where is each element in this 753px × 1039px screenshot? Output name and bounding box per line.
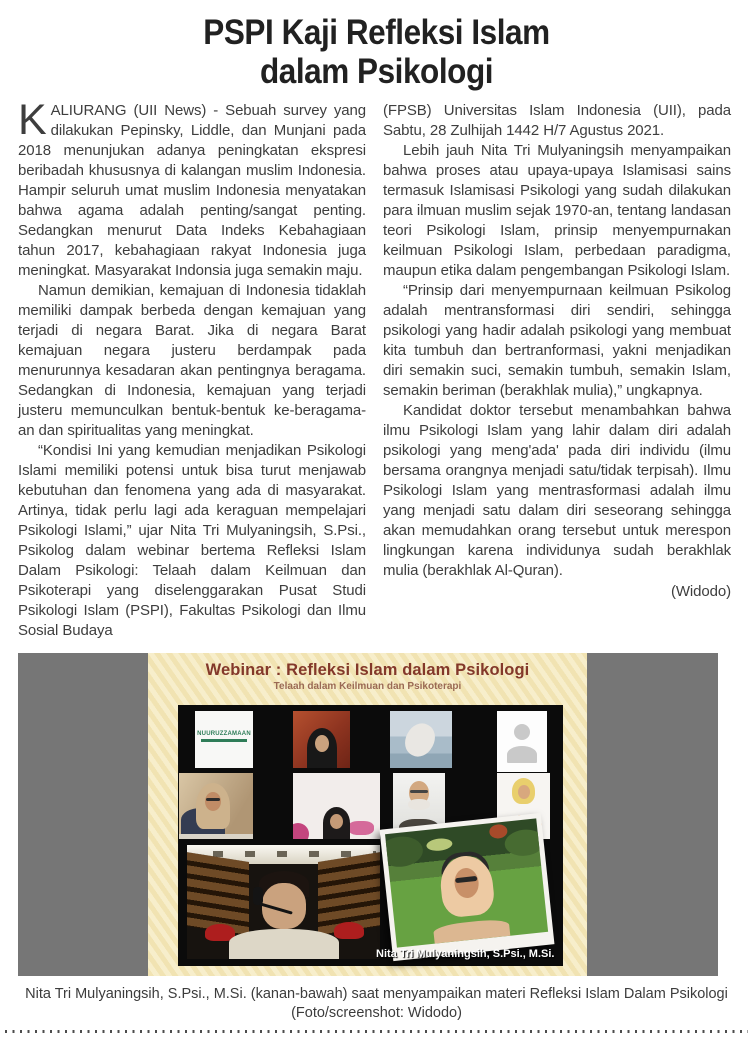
article-title-line2: dalam Psikologi	[259, 52, 494, 91]
webinar-photo	[18, 653, 718, 976]
video-tile-participant-room	[293, 773, 380, 839]
logo-text: NUURUZZAMAAN	[197, 731, 251, 737]
room-accent-shape	[293, 823, 309, 839]
paragraph-lead	[18, 96, 366, 281]
library-red-chair	[334, 922, 364, 939]
foliage-highlight-shape	[426, 837, 453, 852]
speaker-name-label: Nita Tri Mulyaningsih, S.Psi., M.Si.	[376, 948, 555, 960]
bottom-dotted-divider	[5, 1030, 748, 1033]
speaker-body-shape	[433, 918, 510, 944]
participant-face-shape	[315, 735, 329, 752]
participant-figure-shape	[400, 718, 441, 761]
room-accent-shape	[348, 821, 374, 835]
paragraph-lead-text: ALIURANG (UII News) - Sebuah survey yang dilakukan Pepinsky, Liddle, dan Munjani pada 2018 menunjukan adanya peningkatan ekspresi beribadah khususnya di kalangan muslim Indonesia. Hampir seluruh umat muslim Indonesia menyatakan bahwa agama adalah penting/sangat penting. Sedangkan menurut Data Indeks Kebahagiaan tahun 2017, kebahagiaan rakyat Indonesia juga meningkat. Masyarakat Indonsia juga semakin maju.	[18, 102, 366, 279]
article-column-right	[383, 101, 731, 641]
paragraph: Lebih jauh Nita Tri Mulyaningsih menyampaikan bahwa proses atau upaya-upaya Islamisasi sains termasuk Islamisasi Psikologi yang sudah dilakukan para ilmuan muslim sejak 1970-an, tentang landasan teori Psikologi Islam, prinsip menyempurnakan keilmuan Psikologi Islam, perbedaan paradigma, maupun etika dalam pengembangan Psikologi Islam.	[383, 142, 731, 279]
photo-letterbox-right	[587, 653, 718, 976]
video-call-grid	[178, 705, 563, 966]
webinar-slide	[148, 653, 587, 976]
video-tile-participant-outdoor	[390, 711, 452, 768]
video-tile-participant-tan-hijab	[179, 773, 253, 839]
participant-face-shape	[330, 814, 343, 829]
speaker-framed-photo	[380, 813, 555, 961]
logo-underline-bar	[201, 739, 247, 742]
participant-face-shape	[518, 785, 530, 799]
photo-caption	[6, 985, 747, 1023]
video-tile-logo	[195, 711, 253, 768]
flower-shape	[489, 824, 508, 840]
bush-shape	[385, 834, 424, 868]
drop-cap: K	[18, 96, 47, 144]
webinar-slide-subtitle: Telaah dalam Keilmuan dan Psikoterapi	[273, 681, 462, 692]
caption-line2: (Foto/screenshot: Widodo)	[291, 1005, 462, 1021]
participant-hijab-shape	[307, 728, 337, 768]
glasses-shape	[410, 790, 428, 793]
speaker-face-shape	[453, 867, 480, 899]
avatar-placeholder-body	[507, 746, 537, 763]
video-tile-participant-dark-hijab	[293, 711, 350, 768]
participant-hijab-shape	[323, 807, 350, 839]
article-body	[0, 96, 753, 641]
author-byline: (Widodo)	[670, 583, 731, 600]
paragraph: Kandidat doktor tersebut menambahkan bahwa ilmu Psikologi Islam yang lahir dalam diri adalah psikologi yang meng'ada' pada diri individu (ilmu bersama orangnya menjadi satu/tidak terpisah). Ilmu Psikologi Islam yang mentrasformasi adalah ilmu yang menjadi satu dalam diri seseorang sehingga akan memudahkan orang tersebut untuk merespon lingkungan karena individunya sudah berakhlak mulia (berakhlak Al-Quran).	[383, 402, 731, 579]
participant-body-shape	[229, 929, 339, 959]
garden-background	[385, 818, 548, 947]
video-tile-participant-library	[187, 845, 380, 959]
tile-bottom-strip	[179, 834, 253, 839]
glasses-shape	[206, 798, 220, 801]
photo-letterbox-left	[18, 653, 148, 976]
article-column-left	[18, 96, 366, 641]
participant-hijab-shape	[196, 783, 230, 829]
participant-face-shape	[205, 792, 221, 811]
paragraph-continuation: (FPSB) Universitas Islam Indonesia (UII), pada Sabtu, 28 Zulhijah 1442 H/7 Agustus 2021.	[383, 102, 731, 139]
bush-shape	[503, 828, 545, 858]
avatar-placeholder-icon	[514, 724, 530, 740]
paragraph: “Prinsip dari menyempurnaan keilmuan Psikolog adalah mentransformasi diri sendiri, sehingga psikologi yang hadir adalah psikologi yang membuat kita tumbuh dan bertranformasi, yakni menjadikan diri semakin suci, semakin tumbuh, semakin Islam, semakin beriman (berakhlak mulia),” ungkapnya.	[383, 282, 731, 399]
paragraph: “Kondisi Ini yang kemudian menjadikan Psikologi Islami memiliki potensi untuk bisa turut menjawab kebutuhan dan fenomena yang ada di masyarakat. Artinya, tidak perlu lagi ada keraguan mempelajari Psikologi Islami,” ujar Nita Tri Mulyaningsih, S.Psi., Psikolog dalam webinar bertema Refleksi Islam Dalam Psikologi: Telaah dalam Keilmuan dan Psikoterapi yang diselenggarakan Pusat Studi Psikologi Islam (PSPI), Fakultas Psikologi dan Ilmu Sosial Budaya	[18, 442, 366, 639]
paragraph: Namun demikian, kemajuan di Indonesia tidaklah memiliki dampak berbeda dengan kemajuan yang terjadi di negara Barat. Jika di negara Barat kemajuan negara justeru berdampak pada menurunnya kesadaran akan pentingnya beragama. Sedangkan di Indonesia, kemajuan yang terjadi justeru memunculkan bentuk-bentuk ke-beragama-an dan spiritualitas yang meningkat.	[18, 282, 366, 439]
video-tile-empty	[497, 711, 547, 772]
caption-line1: Nita Tri Mulyaningsih, S.Psi., M.Si. (kanan-bawah) saat menyampaikan materi Refleksi Islam Dalam Psikologi	[25, 986, 728, 1002]
article-title-line1: PSPI Kaji Refleksi Islam	[203, 13, 550, 52]
webinar-slide-title: Webinar : Refleksi Islam dalam Psikologi	[205, 661, 530, 679]
article-title	[38, 13, 716, 91]
beard-shape	[408, 799, 430, 810]
